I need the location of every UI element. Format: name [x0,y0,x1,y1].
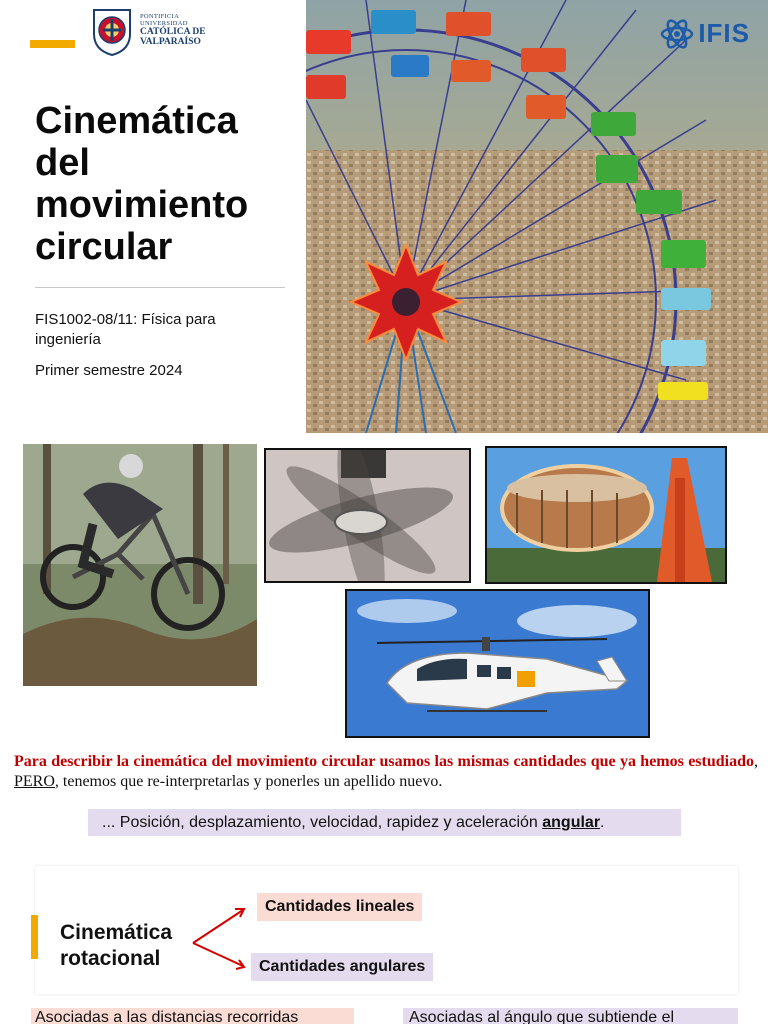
ceiling-fan-illustration [266,450,469,581]
ferris-wheel-image [306,0,768,433]
university-name [140,14,206,48]
carousel-ride-photo [485,446,727,584]
university-line3: CATÓLICA DE [140,26,206,37]
title-line2: del [35,142,90,184]
carousel-ride-illustration [487,448,725,582]
linear-description: Asociadas a las distancias recorridas [31,1008,354,1024]
callout-text: ... Posición, desplazamiento, velocidad, rapidez y aceleración [102,814,543,831]
university-logo [90,6,206,56]
ceiling-fan-photo [264,448,471,583]
accent-bar [30,40,75,48]
helicopter-photo [345,589,650,738]
fis-logo [660,18,750,49]
university-line1: PONTIFICIA [140,13,180,21]
intro-red-text: Para describir la cinemática del movimiento circular usamos las mismas cantidades que ya hemos estudiado [14,753,754,770]
title-line1: Cinemática [35,100,238,142]
university-line4: VALPARAÍSO [140,36,201,47]
page-title [35,100,248,268]
mountain-bike-illustration [23,444,257,686]
diagram-root-line2: rotacional [60,947,161,970]
intro-paragraph [14,752,758,792]
angular-description: Asociadas al ángulo que subtiende el [403,1008,738,1024]
angular-quantities-callout [88,809,681,836]
callout-end: . [600,814,605,831]
diagram-accent-bar [31,915,38,959]
title-line4: circular [35,226,173,268]
title-divider [35,287,285,288]
intro-pero: PERO [14,773,55,790]
course-name: FIS1002-08/11: Física para ingeniería [35,311,216,348]
ferris-wheel-illustration [306,0,768,433]
title-line3: movimiento [35,184,249,226]
atom-icon [660,19,694,49]
diagram-root-line1: Cinemática [60,921,173,944]
linear-quantities-tag: Cantidades lineales [257,893,422,921]
branch-arrows-icon [185,900,255,980]
fis-logo-text: IFIS [698,18,750,48]
diagram-root-label [60,920,172,972]
intro-comma: , [754,753,758,770]
university-line2: UNIVERSIDAD [140,20,188,28]
mountain-bike-photo [23,444,257,686]
university-seal-icon [90,6,134,56]
angular-quantities-tag: Cantidades angulares [251,953,433,981]
callout-emphasis: angular [542,814,601,831]
intro-rest: , tenemos que re-interpretarlas y ponerles un apellido nuevo. [54,773,443,790]
helicopter-illustration [347,591,648,736]
semester: Primer semestre 2024 [35,362,183,379]
